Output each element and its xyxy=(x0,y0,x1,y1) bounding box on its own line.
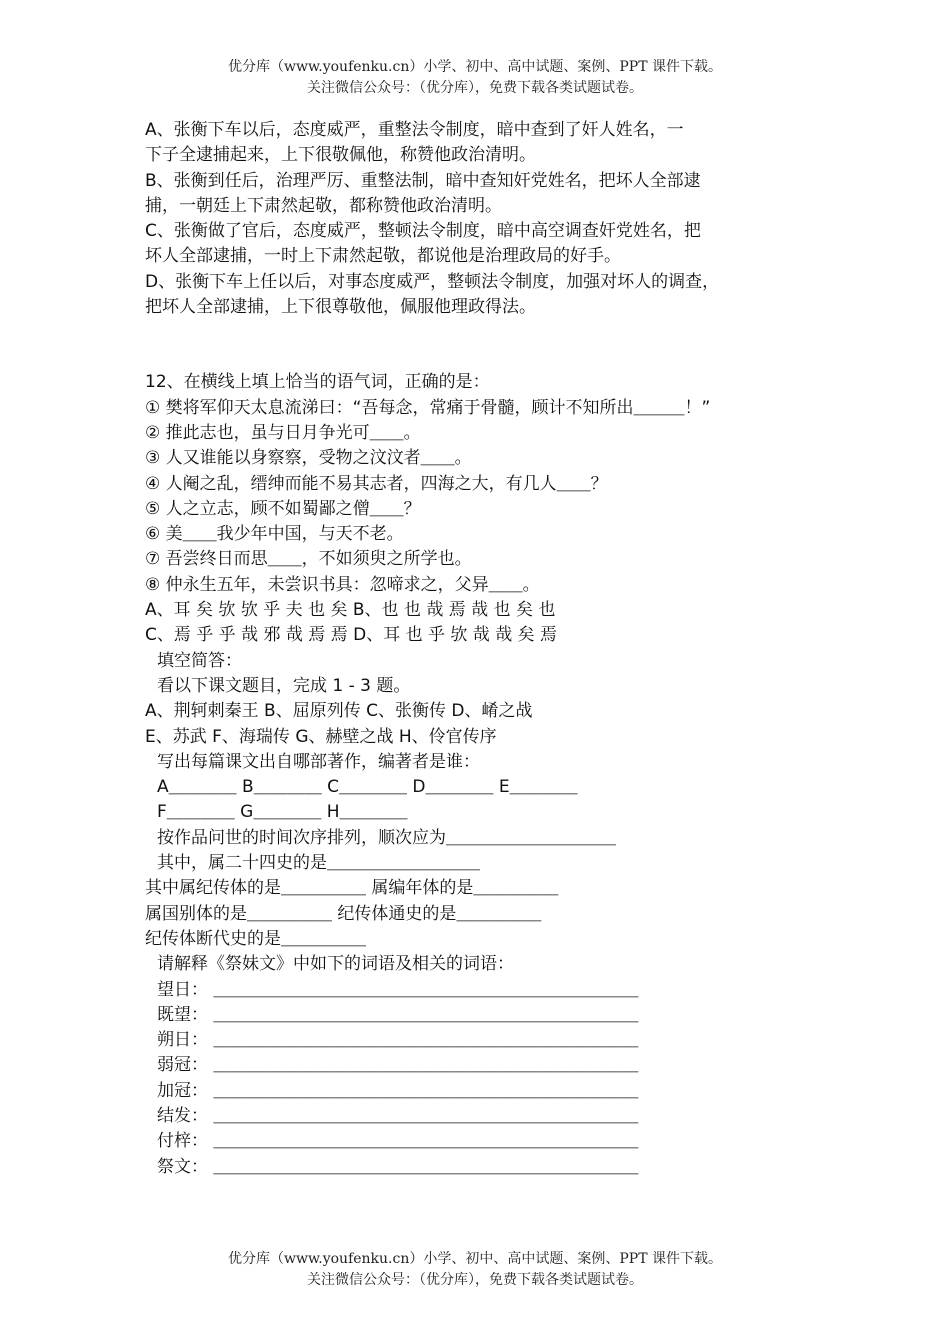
blank-row: A＿＿＿＿ B＿＿＿＿ C＿＿＿＿ D＿＿＿＿ E＿＿＿＿ xyxy=(157,777,578,798)
term-row xyxy=(145,1104,805,1129)
term-label: 朔日： xyxy=(157,1030,208,1051)
term-row xyxy=(145,978,805,1003)
sub-question: 纪传体断代史的是＿＿＿＿＿ xyxy=(145,928,366,949)
term-blank: ＿＿＿＿＿＿＿＿＿＿＿＿＿＿＿＿＿＿＿＿＿＿＿＿＿ xyxy=(213,1030,639,1051)
term-blank: ＿＿＿＿＿＿＿＿＿＿＿＿＿＿＿＿＿＿＿＿＿＿＿＿＿ xyxy=(213,1004,639,1025)
fill-in-section xyxy=(145,649,805,953)
term-blank: ＿＿＿＿＿＿＿＿＿＿＿＿＿＿＿＿＿＿＿＿＿＿＿＿＿ xyxy=(213,1080,639,1101)
term-blank: ＿＿＿＿＿＿＿＿＿＿＿＿＿＿＿＿＿＿＿＿＿＿＿＿＿ xyxy=(213,1055,639,1076)
section-title: 请解释《祭妹文》中如下的词语及相关的词语： xyxy=(157,954,514,975)
sub-question: 写出每篇课文出自哪部著作，编著者是谁： xyxy=(157,751,480,772)
option-line: 把坏人全部逮捕，上下很尊敬他，佩服他理政得法。 xyxy=(145,297,536,318)
term-label: 弱冠： xyxy=(157,1055,208,1076)
term-row xyxy=(145,1053,805,1078)
term-label: 加冠： xyxy=(157,1080,208,1101)
explain-section xyxy=(145,952,805,1180)
term-blank: ＿＿＿＿＿＿＿＿＿＿＿＿＿＿＿＿＿＿＿＿＿＿＿＿＿ xyxy=(213,1131,639,1152)
option-line: 捕，一朝廷上下肃然起敬，都称赞他政治清明。 xyxy=(145,195,502,216)
question-12 xyxy=(145,370,805,648)
question-item: ④ 人阉之乱，缙绅而能不易其志者，四海之大，有几人＿＿？ xyxy=(145,473,608,494)
term-blank: ＿＿＿＿＿＿＿＿＿＿＿＿＿＿＿＿＿＿＿＿＿＿＿＿＿ xyxy=(213,1156,639,1177)
blank-row: F＿＿＿＿ G＿＿＿＿ H＿＿＿＿ xyxy=(157,802,408,823)
header-line-2: 关注微信公众号：（优分库），免费下载各类试题试卷。 xyxy=(307,80,643,96)
section-title: 填空简答： xyxy=(157,650,242,671)
option-line: B、张衡到任后，治理严厉、重整法制，暗中查知奸党姓名，把坏人全部逮 xyxy=(145,170,701,191)
term-blank: ＿＿＿＿＿＿＿＿＿＿＿＿＿＿＿＿＿＿＿＿＿＿＿＿＿ xyxy=(213,1105,639,1126)
term-label: 望日： xyxy=(157,979,208,1000)
document-body xyxy=(145,118,805,1180)
term-row xyxy=(145,1129,805,1154)
term-blank: ＿＿＿＿＿＿＿＿＿＿＿＿＿＿＿＿＿＿＿＿＿＿＿＿＿ xyxy=(213,979,639,1000)
option-line: D、张衡下车上任以后，对事态度威严，整顿法令制度，加强对坏人的调查， xyxy=(145,271,720,292)
footer-line-1: 优分库（www.youfenku.cn）小学、初中、高中试题、案例、PPT 课件下载。 xyxy=(227,1251,722,1267)
term-row xyxy=(145,1028,805,1053)
term-row xyxy=(145,1079,805,1104)
sub-question: 按作品问世的时间次序排列，顺次应为＿＿＿＿＿＿＿＿＿＿ xyxy=(157,827,616,848)
option-line: C、张衡做了官后，态度威严，整顿法令制度，暗中高空调查奸党姓名，把 xyxy=(145,221,701,242)
term-row xyxy=(145,1155,805,1180)
question-item: ② 推此志也，虽与日月争光可＿＿。 xyxy=(145,422,421,443)
option-line: 坏人全部逮捕，一时上下肃然起敬，都说他是治理政局的好手。 xyxy=(145,246,621,267)
sub-question: 其中属纪传体的是＿＿＿＿＿ 属编年体的是＿＿＿＿＿ xyxy=(145,878,559,899)
term-label: 付梓： xyxy=(157,1131,208,1152)
header-line-1: 优分库（www.youfenku.cn）小学、初中、高中试题、案例、PPT 课件下载。 xyxy=(227,59,722,75)
spacer xyxy=(145,320,805,370)
answer-choice: A、耳 矣 欤 欤 乎 夫 也 矣 B、也 也 哉 焉 哉 也 矣 也 xyxy=(145,600,556,621)
question-item: ⑦ 吾尝终日而思＿＿，不如须臾之所学也。 xyxy=(145,549,472,570)
page-header xyxy=(0,57,950,99)
sub-question: 其中，属二十四史的是＿＿＿＿＿＿＿＿＿ xyxy=(157,853,480,874)
term-row xyxy=(145,1003,805,1028)
footer-line-2: 关注微信公众号：（优分库），免费下载各类试题试卷。 xyxy=(307,1272,643,1288)
term-label: 结发： xyxy=(157,1105,208,1126)
option-line: A、张衡下车以后，态度威严，重整法令制度，暗中查到了奸人姓名，一 xyxy=(145,120,684,140)
term-label: 祭文： xyxy=(157,1156,208,1177)
text-list-line: E、苏武 F、海瑞传 G、赫壁之战 H、伶官传序 xyxy=(145,726,497,747)
question-item: ① 樊将军仰天太息流涕曰：“吾每念，常痛于骨髓，顾计不知所出＿＿＿！” xyxy=(145,397,711,418)
question-item: ⑤ 人之立志，顾不如蜀鄙之僧＿＿？ xyxy=(145,498,421,519)
question-stem: 12、在横线上填上恰当的语气词，正确的是： xyxy=(145,372,490,393)
section-intro: 看以下课文题目，完成 1 - 3 题。 xyxy=(157,675,411,696)
sub-question: 属国别体的是＿＿＿＿＿ 纪传体通史的是＿＿＿＿＿ xyxy=(145,903,542,924)
question-item: ⑥ 美＿＿我少年中国，与天不老。 xyxy=(145,524,404,545)
term-label: 既望： xyxy=(157,1004,208,1025)
text-list-line: A、荆轲刺秦王 B、屈原列传 C、张衡传 D、崤之战 xyxy=(145,701,533,722)
option-line: 下子全逮捕起来，上下很敬佩他，称赞他政治清明。 xyxy=(145,145,536,166)
answer-choice: C、焉 乎 乎 哉 邪 哉 焉 焉 D、耳 也 乎 欤 哉 哉 矣 焉 xyxy=(145,625,558,646)
page-footer xyxy=(0,1249,950,1291)
question-item: ③ 人又谁能以身察察，受物之汶汶者＿＿。 xyxy=(145,448,472,469)
question-item: ⑧ 仲永生五年，未尝识书具：忽啼求之，父异＿＿。 xyxy=(145,574,540,595)
answer-options-block xyxy=(145,118,805,320)
